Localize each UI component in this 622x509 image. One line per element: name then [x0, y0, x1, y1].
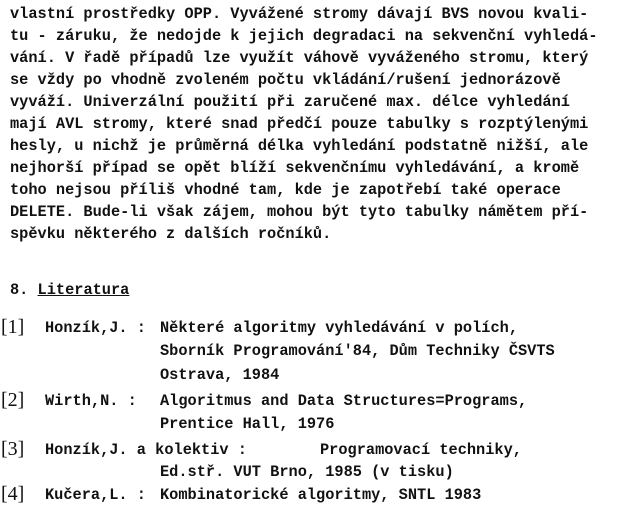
text-line: hesly, u nichž je průměrná délka vyhledání podstatně nižší, ale	[10, 137, 589, 155]
reference-line: Programovací techniky,	[320, 441, 522, 459]
reference-author: Honzík,J. :	[45, 319, 146, 337]
reference-author: Kučera,L. :	[45, 486, 146, 504]
reference-line: Algoritmus and Data Structures=Programs,	[160, 392, 528, 410]
text-line: nejhorší případ se opět blíží sekvenčnímu vyhledávání, a kromě	[10, 159, 580, 177]
text-line: vání. V řadě případů lze využít váhově vyváženého stromu, který	[10, 49, 589, 67]
reference-author: Wirth,N. :	[45, 392, 137, 410]
reference-number: [4]	[1, 483, 25, 505]
reference-number: [1]	[1, 316, 25, 338]
text-line: tu - záruku, že nedojde k jejich degradaci na sekvenční vyhledá-	[10, 27, 598, 45]
section-heading	[10, 281, 129, 299]
reference-line: Ostrava, 1984	[160, 366, 280, 384]
reference-line: Ed.stř. VUT Brno, 1985 (v tisku)	[160, 463, 454, 481]
reference-line: Sborník Programování'84, Dům Techniky ČSVTS	[160, 342, 555, 360]
text-line: se vždy po vhodně zvoleném počtu vkládání/rušení jednorázově	[10, 71, 561, 89]
text-line: toho nejsou příliš vhodné tam, kde je zapotřebí také operace	[10, 181, 561, 199]
text-line: DELETE. Bude-li však zájem, mohou být tyto tabulky námětem pří-	[10, 203, 589, 221]
reference-line: Některé algoritmy vyhledávání v polích,	[160, 319, 519, 337]
section-title: Literatura	[37, 281, 130, 299]
text-line: vyváží. Univerzální použití při zaručené max. délce vyhledání	[10, 93, 570, 111]
text-line: mají AVL stromy, které snad předčí pouze tabulky s rozptýlenými	[10, 115, 589, 133]
text-line: vlastní prostředky OPP. Vyvážené stromy dávají BVS novou kvali-	[10, 5, 589, 23]
reference-number: [2]	[1, 389, 25, 411]
reference-author: Honzík,J. a kolektiv :	[45, 441, 247, 459]
reference-line: Kombinatorické algoritmy, SNTL 1983	[160, 486, 482, 504]
reference-number: [3]	[1, 438, 25, 460]
section-number: 8.	[10, 281, 29, 299]
text-line: spěvku některého z dalších ročníků.	[10, 225, 332, 243]
reference-line: Prentice Hall, 1976	[160, 415, 335, 433]
